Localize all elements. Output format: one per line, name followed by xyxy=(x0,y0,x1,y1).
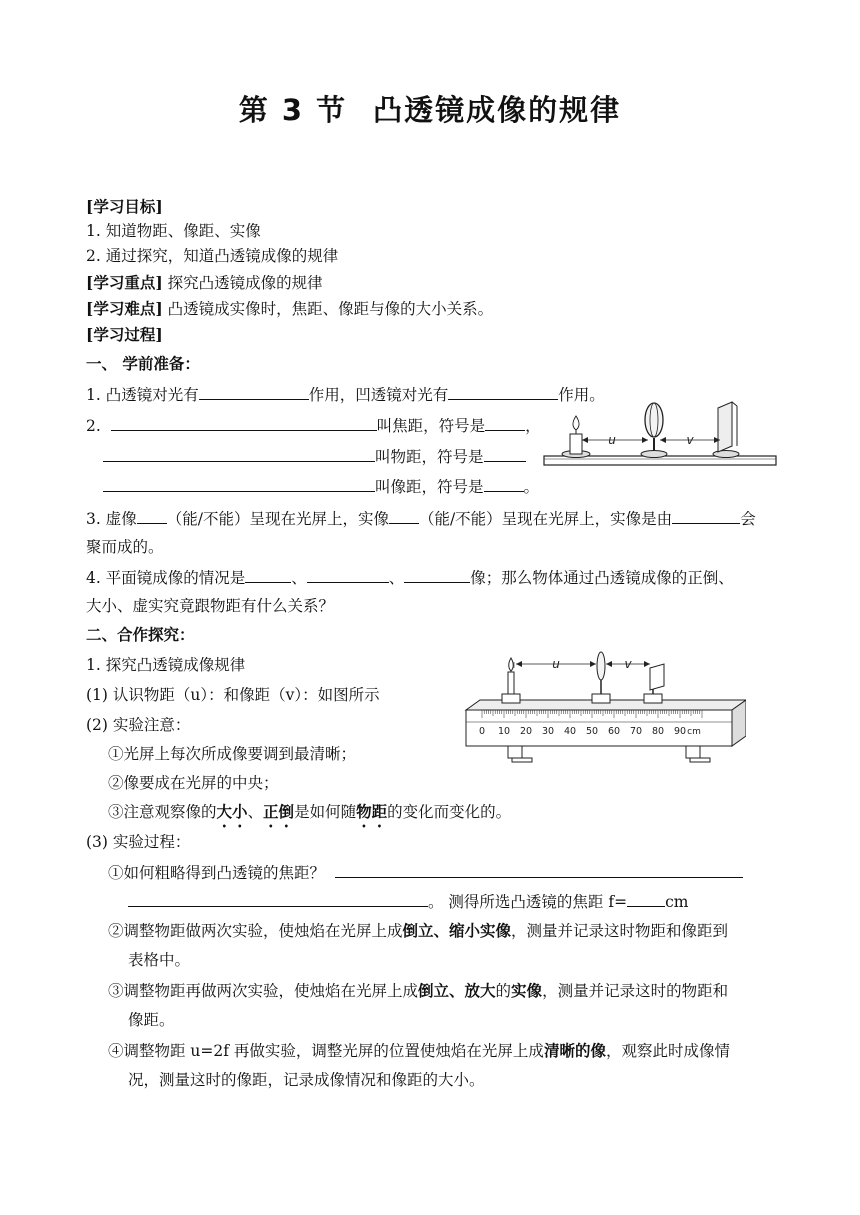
u-label: u xyxy=(608,433,616,447)
blank[interactable] xyxy=(484,445,526,462)
question-3-line-1 xyxy=(86,507,756,530)
question-4-line-1 xyxy=(86,566,734,589)
blank[interactable] xyxy=(307,566,389,583)
v-label: v xyxy=(624,657,632,671)
question-2-line-2 xyxy=(103,445,526,468)
section-number: 第 3 节 xyxy=(238,93,348,127)
ruler-tick-label: 50 xyxy=(585,726,599,737)
q2-punct-3: 。 xyxy=(523,478,540,496)
step3-text-a: ③调整物距再做两次实验，使烛焰在光屏上成 xyxy=(108,982,419,1000)
q3-text-a: 3. 虚像 xyxy=(86,510,137,528)
difficulty-label: [学习难点] xyxy=(86,299,163,318)
blank[interactable] xyxy=(199,383,309,400)
ruler-unit-label: cm xyxy=(687,727,701,737)
q2-punct-1: ， xyxy=(525,417,541,435)
q3-text-d: 会 xyxy=(740,510,756,528)
step2-bold: 倒立、缩小实像 xyxy=(402,921,512,940)
blank[interactable] xyxy=(484,475,524,492)
blank[interactable] xyxy=(128,890,428,907)
note3-text-g: 的变化而变化的。 xyxy=(387,803,512,821)
key-point-label: [学习重点] xyxy=(86,273,163,292)
blank[interactable] xyxy=(103,445,375,462)
explore-step-3: (3) 实验过程： xyxy=(86,833,191,851)
step1-unit: cm xyxy=(665,893,689,911)
note3-size: 大小 xyxy=(216,802,248,821)
difficulty-line xyxy=(86,298,493,320)
section2-heading: 二、合作探究： xyxy=(86,625,195,644)
key-point-text: 探究凸透镜成像的规律 xyxy=(162,274,323,292)
note3-text-a: ③注意观察像的 xyxy=(108,803,217,821)
key-point-line xyxy=(86,272,323,294)
step1-focal-text: 。 测得所选凸透镜的焦距 f= xyxy=(428,893,628,911)
note-2: ②像要成在光屏的中央； xyxy=(108,774,279,792)
convex-lens-icon xyxy=(592,652,610,703)
step3-bold-2: 实像 xyxy=(511,981,543,1000)
optical-bench-figure-2 xyxy=(452,650,746,770)
blank[interactable] xyxy=(485,414,525,431)
step-2-line-1 xyxy=(108,920,728,942)
ruler-tick-label: 60 xyxy=(607,726,621,737)
step-3-line-1 xyxy=(108,980,728,1002)
blank[interactable] xyxy=(404,566,470,583)
step4-bold: 清晰的像 xyxy=(543,1041,606,1060)
candle-icon xyxy=(502,658,520,703)
blank[interactable] xyxy=(672,507,740,524)
difficulty-text: 凸透镜成实像时，焦距、像距与像的大小关系。 xyxy=(162,300,494,318)
note3-orientation: 正倒 xyxy=(263,802,295,821)
step3-text-e: ，测量并记录这时的物距和 xyxy=(542,982,729,1000)
q2-text-2: 叫物距，符号是 xyxy=(375,448,484,466)
q4-text-a: 4. 平面镜成像的情况是 xyxy=(86,569,246,587)
note3-sep: 、 xyxy=(247,803,264,821)
page-title xyxy=(0,88,860,129)
step3-text-c: 的 xyxy=(495,982,512,1000)
objective-item-2: 2. 通过探究，知道凸透镜成像的规律 xyxy=(86,247,339,265)
u-label: u xyxy=(552,657,560,671)
step4-text-c: ，观察此时成像情 xyxy=(605,1042,730,1060)
q3-text-c: （能/不能）呈现在光屏上，实像是由 xyxy=(418,510,673,528)
question-3-line-2: 聚而成的。 xyxy=(86,538,164,556)
q1-text-c: 作用。 xyxy=(558,386,605,404)
q2-number: 2. xyxy=(86,417,101,435)
step1-question: ①如何粗略得到凸透镜的焦距？ xyxy=(108,864,326,882)
step-4-line-2: 况，测量这时的像距，记录成像情况和像距的大小。 xyxy=(128,1071,485,1089)
blank[interactable] xyxy=(245,566,291,583)
blank[interactable] xyxy=(111,414,377,431)
step-1-line-1 xyxy=(108,861,743,884)
light-screen-icon xyxy=(644,664,664,703)
ruler-tick-label: 0 xyxy=(478,726,486,737)
ruler-tick-label: 70 xyxy=(629,726,643,737)
explore-title: 1. 探究凸透镜成像规律 xyxy=(86,656,246,674)
q1-text-b: 作用，凹透镜对光有 xyxy=(308,386,449,404)
note-3 xyxy=(108,801,511,831)
q4-text-b: 像；那么物体通过凸透镜成像的正倒、 xyxy=(470,569,734,587)
note-1: ①光屏上每次所成像要调到最清晰； xyxy=(108,745,357,763)
ruler-tick-label: 10 xyxy=(497,726,511,737)
section1-heading: 一、 学前准备： xyxy=(86,354,200,373)
step-2-line-2: 表格中。 xyxy=(128,951,191,969)
q3-text-b: （能/不能）呈现在光屏上，实像 xyxy=(166,510,389,528)
step2-text-c: ，测量并记录这时物距和像距到 xyxy=(511,922,729,940)
blank[interactable] xyxy=(137,507,167,524)
note3-object-distance: 物距 xyxy=(356,802,388,821)
convex-lens-icon xyxy=(641,403,667,458)
ruler-tick-label: 90 xyxy=(673,726,687,737)
light-screen-icon xyxy=(713,402,739,458)
explore-step-1: (1) 认识物距（u）：和像距（v）：如图所示 xyxy=(86,686,380,704)
process-heading: [学习过程] xyxy=(86,325,163,344)
ruler-tick-label: 30 xyxy=(541,726,555,737)
explore-step-2: (2) 实验注意： xyxy=(86,716,191,734)
optical-bench-figure-1 xyxy=(540,396,780,476)
q4-sep-2: 、 xyxy=(388,569,405,587)
blank[interactable] xyxy=(335,861,743,878)
ruler-tick-label: 40 xyxy=(563,726,577,737)
question-4-line-2: 大小、虚实究竟跟物距有什么关系？ xyxy=(86,597,335,615)
step-1-line-2 xyxy=(128,890,688,913)
candle-icon xyxy=(562,416,590,458)
blank[interactable] xyxy=(389,507,419,524)
question-2-line-3 xyxy=(103,475,539,498)
q2-text-3: 叫像距，符号是 xyxy=(375,478,484,496)
blank[interactable] xyxy=(103,475,375,492)
question-1 xyxy=(86,383,605,406)
q4-sep-1: 、 xyxy=(291,569,307,587)
ruler-tick-label: 20 xyxy=(519,726,533,737)
objectives-heading: [学习目标] xyxy=(86,197,163,216)
q2-text-1: 叫焦距，符号是 xyxy=(376,417,486,435)
step-4-line-1 xyxy=(108,1040,730,1062)
ruler-tick-label: 80 xyxy=(651,726,665,737)
v-label: v xyxy=(686,433,694,447)
section-title: 凸透镜成像的规律 xyxy=(373,93,622,127)
step3-bold-1: 倒立、放大 xyxy=(418,981,496,1000)
objective-item-1: 1. 知道物距、像距、实像 xyxy=(86,222,261,240)
step4-text-a: ④调整物距 u=2f 再做实验，调整光屏的位置使烛焰在光屏上成 xyxy=(108,1042,544,1060)
q1-text-a: 1. 凸透镜对光有 xyxy=(86,386,199,404)
question-2-line-1 xyxy=(86,414,541,437)
note3-text-e: 是如何随 xyxy=(294,803,357,821)
step2-text-a: ②调整物距做两次实验，使烛焰在光屏上成 xyxy=(108,922,403,940)
step-3-line-2: 像距。 xyxy=(128,1011,175,1029)
blank[interactable] xyxy=(627,890,665,907)
